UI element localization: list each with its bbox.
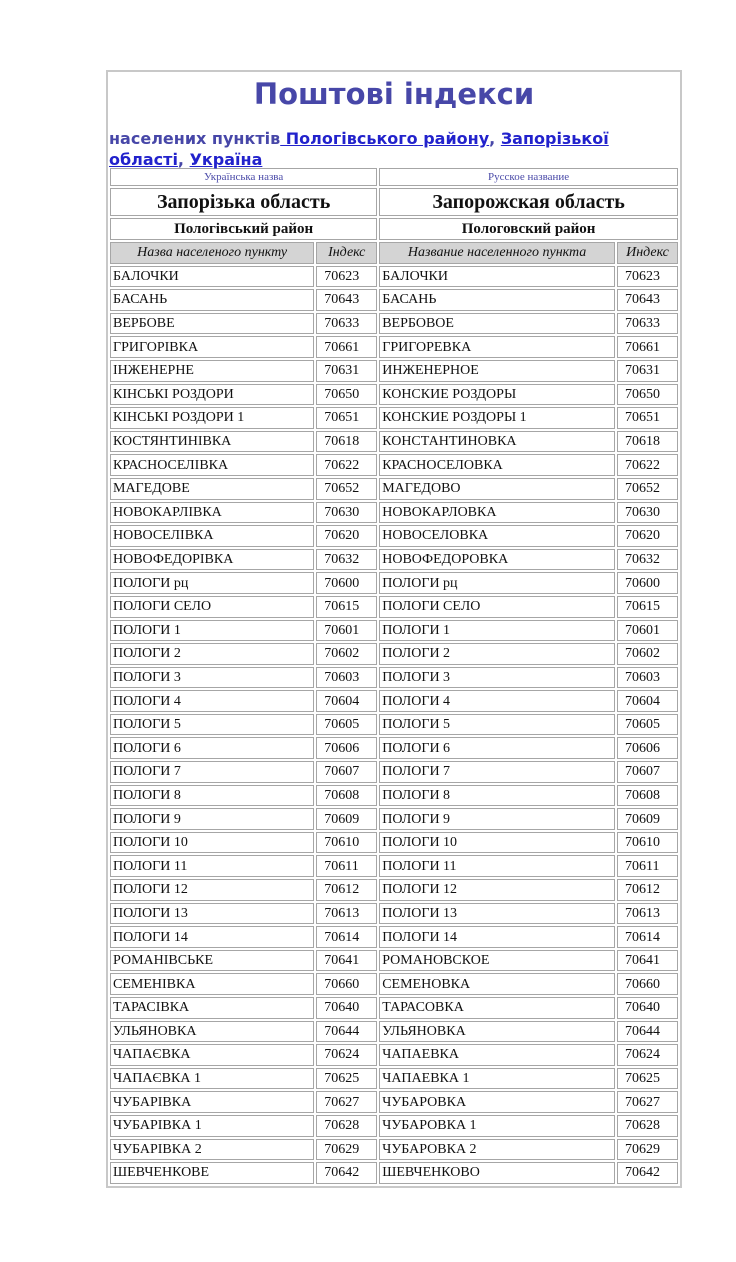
settlement-name-ru: БАЛОЧКИ [379, 266, 615, 288]
settlement-name-ua: ПОЛОГИ 11 [110, 855, 314, 877]
table-row [110, 973, 678, 995]
language-row [110, 168, 678, 186]
postal-index-ua: 70607 [316, 761, 377, 783]
postal-index-ru: 70632 [617, 549, 678, 571]
postal-index-ua: 70651 [316, 407, 377, 429]
settlement-name-ua: ПОЛОГИ 3 [110, 667, 314, 689]
postal-index-ru: 70604 [617, 690, 678, 712]
postal-index-ua: 70625 [316, 1068, 377, 1090]
raion-link[interactable]: Пологівського району [280, 129, 490, 148]
ukrainian-language-label: Українська назва [110, 168, 377, 186]
settlement-name-ru: ИНЖЕНЕРНОЕ [379, 360, 615, 382]
settlement-name-ru: ПОЛОГИ 14 [379, 926, 615, 948]
postal-index-ua: 70633 [316, 313, 377, 335]
postal-index-ru: 70661 [617, 336, 678, 358]
column-header-name-ru: Название населенного пункта [379, 242, 615, 264]
subtitle-separator: , [177, 150, 190, 169]
settlement-name-ua: СЕМЕНІВКА [110, 973, 314, 995]
settlement-name-ru: ПОЛОГИ 9 [379, 808, 615, 830]
table-row [110, 643, 678, 665]
postal-index-ua: 70622 [316, 454, 377, 476]
table-row [110, 572, 678, 594]
table-row [110, 1021, 678, 1043]
table-row [110, 525, 678, 547]
settlement-name-ru: МАГЕДОВО [379, 478, 615, 500]
table-row [110, 761, 678, 783]
settlement-name-ru: КОНСТАНТИНОВКА [379, 431, 615, 453]
settlement-name-ru: ПОЛОГИ СЕЛО [379, 596, 615, 618]
postal-index-ua: 70650 [316, 384, 377, 406]
postal-index-ua: 70623 [316, 266, 377, 288]
settlement-name-ru: ТАРАСОВКА [379, 997, 615, 1019]
raion-row [110, 218, 678, 240]
postal-index-ru: 70620 [617, 525, 678, 547]
settlement-name-ru: ЧУБАРОВКА 1 [379, 1115, 615, 1137]
settlement-name-ua: ПОЛОГИ СЕЛО [110, 596, 314, 618]
postal-index-ua: 70606 [316, 737, 377, 759]
settlement-name-ua: ЧАПАЄВКА [110, 1044, 314, 1066]
postal-index-ru: 70609 [617, 808, 678, 830]
postal-index-table [108, 166, 680, 1186]
table-row [110, 360, 678, 382]
settlement-name-ua: ШЕВЧЕНКОВЕ [110, 1162, 314, 1184]
settlement-name-ua: ПОЛОГИ рц [110, 572, 314, 594]
settlement-name-ua: ЧУБАРІВКА 2 [110, 1139, 314, 1161]
page-subtitle [108, 116, 680, 169]
settlement-name-ua: НОВОФЕДОРІВКА [110, 549, 314, 571]
oblast-link[interactable]: Запорізької області [109, 129, 609, 169]
settlement-name-ua: ПОЛОГИ 5 [110, 714, 314, 736]
table-row [110, 950, 678, 972]
postal-index-ru: 70624 [617, 1044, 678, 1066]
settlement-name-ru: ПОЛОГИ 1 [379, 620, 615, 642]
settlement-name-ru: РОМАНОВСКОЕ [379, 950, 615, 972]
postal-index-ru: 70600 [617, 572, 678, 594]
table-row [110, 903, 678, 925]
postal-index-ru: 70652 [617, 478, 678, 500]
settlement-name-ru: НОВОФЕДОРОВКА [379, 549, 615, 571]
table-row [110, 855, 678, 877]
settlement-name-ua: ВЕРБОВЕ [110, 313, 314, 335]
column-header-name-ua: Назва населеного пункту [110, 242, 314, 264]
postal-index-ru: 70643 [617, 289, 678, 311]
postal-index-ua: 70600 [316, 572, 377, 594]
postal-index-ua: 70641 [316, 950, 377, 972]
oblast-name-ru: Запорожская область [379, 188, 678, 216]
settlement-name-ua: ПОЛОГИ 10 [110, 832, 314, 854]
postal-index-ru: 70602 [617, 643, 678, 665]
postal-index-ua: 70624 [316, 1044, 377, 1066]
postal-index-ua: 70613 [316, 903, 377, 925]
postal-index-ru: 70605 [617, 714, 678, 736]
postal-index-ru: 70610 [617, 832, 678, 854]
settlement-name-ua: ПОЛОГИ 4 [110, 690, 314, 712]
postal-index-ua: 70611 [316, 855, 377, 877]
postal-index-ru: 70601 [617, 620, 678, 642]
table-row [110, 502, 678, 524]
postal-index-ua: 70627 [316, 1091, 377, 1113]
postal-index-ru: 70633 [617, 313, 678, 335]
postal-index-ru: 70630 [617, 502, 678, 524]
settlement-name-ru: КОНСКИЕ РОЗДОРЫ [379, 384, 615, 406]
postal-index-ru: 70608 [617, 785, 678, 807]
postal-index-ru: 70603 [617, 667, 678, 689]
table-row [110, 266, 678, 288]
settlement-name-ru: ШЕВЧЕНКОВО [379, 1162, 615, 1184]
postal-index-ua: 70615 [316, 596, 377, 618]
settlement-name-ru: ЧУБАРОВКА [379, 1091, 615, 1113]
postal-index-ua: 70604 [316, 690, 377, 712]
country-link[interactable]: Україна [189, 150, 263, 169]
postal-index-ua: 70609 [316, 808, 377, 830]
settlement-name-ru: ПОЛОГИ 10 [379, 832, 615, 854]
postal-index-ua: 70640 [316, 997, 377, 1019]
settlement-name-ru: ПОЛОГИ 3 [379, 667, 615, 689]
column-header-index-ru: Индекс [617, 242, 678, 264]
settlement-name-ua: МАГЕДОВЕ [110, 478, 314, 500]
table-row [110, 384, 678, 406]
settlement-name-ua: ПОЛОГИ 7 [110, 761, 314, 783]
table-row [110, 1162, 678, 1184]
settlement-name-ua: ПОЛОГИ 2 [110, 643, 314, 665]
settlement-name-ru: НОВОКАРЛОВКА [379, 502, 615, 524]
settlement-name-ua: ПОЛОГИ 9 [110, 808, 314, 830]
table-row [110, 737, 678, 759]
settlement-name-ru: КРАСНОСЕЛОВКА [379, 454, 615, 476]
settlement-name-ua: НОВОКАРЛІВКА [110, 502, 314, 524]
settlement-name-ua: РОМАНІВСЬКЕ [110, 950, 314, 972]
postal-index-ru: 70607 [617, 761, 678, 783]
postal-index-ru: 70641 [617, 950, 678, 972]
settlement-name-ru: ЧАПАЕВКА 1 [379, 1068, 615, 1090]
raion-name-ru: Пологовский район [379, 218, 678, 240]
settlement-name-ua: НОВОСЕЛІВКА [110, 525, 314, 547]
postal-index-ua: 70618 [316, 431, 377, 453]
postal-index-ua: 70620 [316, 525, 377, 547]
table-row [110, 313, 678, 335]
postal-index-ua: 70660 [316, 973, 377, 995]
postal-index-ua: 70631 [316, 360, 377, 382]
table-row [110, 549, 678, 571]
oblast-row [110, 188, 678, 216]
table-row [110, 997, 678, 1019]
settlement-name-ua: КІНСЬКІ РОЗДОРИ 1 [110, 407, 314, 429]
postal-index-ru: 70628 [617, 1115, 678, 1137]
settlement-name-ru: УЛЬЯНОВКА [379, 1021, 615, 1043]
postal-index-ru: 70651 [617, 407, 678, 429]
settlement-name-ua: КІНСЬКІ РОЗДОРИ [110, 384, 314, 406]
postal-index-ru: 70640 [617, 997, 678, 1019]
settlement-name-ru: ПОЛОГИ 7 [379, 761, 615, 783]
postal-index-ua: 70629 [316, 1139, 377, 1161]
postal-index-ru: 70623 [617, 266, 678, 288]
settlement-name-ru: ПОЛОГИ 5 [379, 714, 615, 736]
postal-index-ru: 70615 [617, 596, 678, 618]
postal-index-ua: 70642 [316, 1162, 377, 1184]
settlement-name-ua: КОСТЯНТИНІВКА [110, 431, 314, 453]
oblast-name-ua: Запорізька область [110, 188, 377, 216]
postal-index-ua: 70630 [316, 502, 377, 524]
settlement-name-ru: ПОЛОГИ 11 [379, 855, 615, 877]
table-row [110, 336, 678, 358]
table-row [110, 431, 678, 453]
settlement-name-ua: ПОЛОГИ 1 [110, 620, 314, 642]
table-row [110, 1115, 678, 1137]
settlement-name-ru: КОНСКИЕ РОЗДОРЫ 1 [379, 407, 615, 429]
postal-index-ua: 70644 [316, 1021, 377, 1043]
postal-index-ua: 70610 [316, 832, 377, 854]
postal-index-ru: 70614 [617, 926, 678, 948]
settlement-name-ru: ЧАПАЕВКА [379, 1044, 615, 1066]
postal-index-ua: 70612 [316, 879, 377, 901]
table-row [110, 714, 678, 736]
postal-index-ua: 70601 [316, 620, 377, 642]
table-row [110, 1044, 678, 1066]
settlement-name-ru: ГРИГОРЕВКА [379, 336, 615, 358]
page-title: Поштові індекси [253, 77, 535, 111]
column-header-index-ua: Індекс [316, 242, 377, 264]
settlement-name-ua: БАСАНЬ [110, 289, 314, 311]
postal-index-ua: 70603 [316, 667, 377, 689]
settlement-name-ru: ПОЛОГИ рц [379, 572, 615, 594]
settlement-name-ua: УЛЬЯНОВКА [110, 1021, 314, 1043]
settlement-name-ua: ПОЛОГИ 14 [110, 926, 314, 948]
settlement-name-ru: ПОЛОГИ 8 [379, 785, 615, 807]
postal-index-ua: 70608 [316, 785, 377, 807]
settlement-name-ru: ПОЛОГИ 4 [379, 690, 615, 712]
table-row [110, 690, 678, 712]
postal-index-ru: 70631 [617, 360, 678, 382]
settlement-name-ua: ТАРАСІВКА [110, 997, 314, 1019]
table-row [110, 407, 678, 429]
postal-index-ru: 70606 [617, 737, 678, 759]
table-row [110, 1091, 678, 1113]
subtitle-prefix: населених пунктів [109, 129, 281, 148]
table-row [110, 1139, 678, 1161]
postal-index-ua: 70643 [316, 289, 377, 311]
postal-index-ua: 70632 [316, 549, 377, 571]
settlement-name-ru: ПОЛОГИ 12 [379, 879, 615, 901]
postal-index-ru: 70618 [617, 431, 678, 453]
settlement-name-ua: ПОЛОГИ 8 [110, 785, 314, 807]
settlement-name-ua: КРАСНОСЕЛІВКА [110, 454, 314, 476]
settlement-name-ua: БАЛОЧКИ [110, 266, 314, 288]
settlement-name-ru: ВЕРБОВОЕ [379, 313, 615, 335]
postal-index-ru: 70642 [617, 1162, 678, 1184]
postal-index-ru: 70644 [617, 1021, 678, 1043]
table-row [110, 620, 678, 642]
settlement-name-ru: СЕМЕНОВКА [379, 973, 615, 995]
postal-index-ua: 70652 [316, 478, 377, 500]
table-row [110, 785, 678, 807]
raion-name-ua: Пологівський район [110, 218, 377, 240]
table-row [110, 808, 678, 830]
table-row [110, 289, 678, 311]
postal-index-ru: 70611 [617, 855, 678, 877]
postal-index-ru: 70622 [617, 454, 678, 476]
settlement-name-ru: ПОЛОГИ 2 [379, 643, 615, 665]
table-row [110, 832, 678, 854]
column-header-row [110, 242, 678, 264]
postal-index-ua: 70605 [316, 714, 377, 736]
postal-index-panel [106, 70, 682, 1188]
settlement-name-ru: ЧУБАРОВКА 2 [379, 1139, 615, 1161]
table-row [110, 454, 678, 476]
postal-index-ru: 70625 [617, 1068, 678, 1090]
subtitle-separator: , [489, 129, 501, 148]
table-row [110, 1068, 678, 1090]
postal-index-ru: 70613 [617, 903, 678, 925]
postal-index-ua: 70661 [316, 336, 377, 358]
postal-index-ru: 70612 [617, 879, 678, 901]
postal-index-ua: 70602 [316, 643, 377, 665]
settlement-name-ua: ЧУБАРІВКА [110, 1091, 314, 1113]
table-row [110, 879, 678, 901]
table-row [110, 926, 678, 948]
postal-index-ru: 70660 [617, 973, 678, 995]
postal-index-ru: 70627 [617, 1091, 678, 1113]
settlement-name-ru: БАСАНЬ [379, 289, 615, 311]
postal-index-ru: 70629 [617, 1139, 678, 1161]
settlement-name-ua: ЧАПАЄВКА 1 [110, 1068, 314, 1090]
postal-index-ru: 70650 [617, 384, 678, 406]
russian-language-label: Русское название [379, 168, 678, 186]
settlement-name-ua: ЧУБАРІВКА 1 [110, 1115, 314, 1137]
postal-index-ua: 70614 [316, 926, 377, 948]
table-row [110, 667, 678, 689]
settlement-name-ru: НОВОСЕЛОВКА [379, 525, 615, 547]
settlement-name-ru: ПОЛОГИ 13 [379, 903, 615, 925]
postal-index-ua: 70628 [316, 1115, 377, 1137]
settlement-name-ru: ПОЛОГИ 6 [379, 737, 615, 759]
settlement-name-ua: ІНЖЕНЕРНЕ [110, 360, 314, 382]
table-row [110, 478, 678, 500]
settlement-name-ua: ПОЛОГИ 12 [110, 879, 314, 901]
table-row [110, 596, 678, 618]
settlement-name-ua: ПОЛОГИ 6 [110, 737, 314, 759]
settlement-name-ua: ГРИГОРІВКА [110, 336, 314, 358]
settlement-name-ua: ПОЛОГИ 13 [110, 903, 314, 925]
